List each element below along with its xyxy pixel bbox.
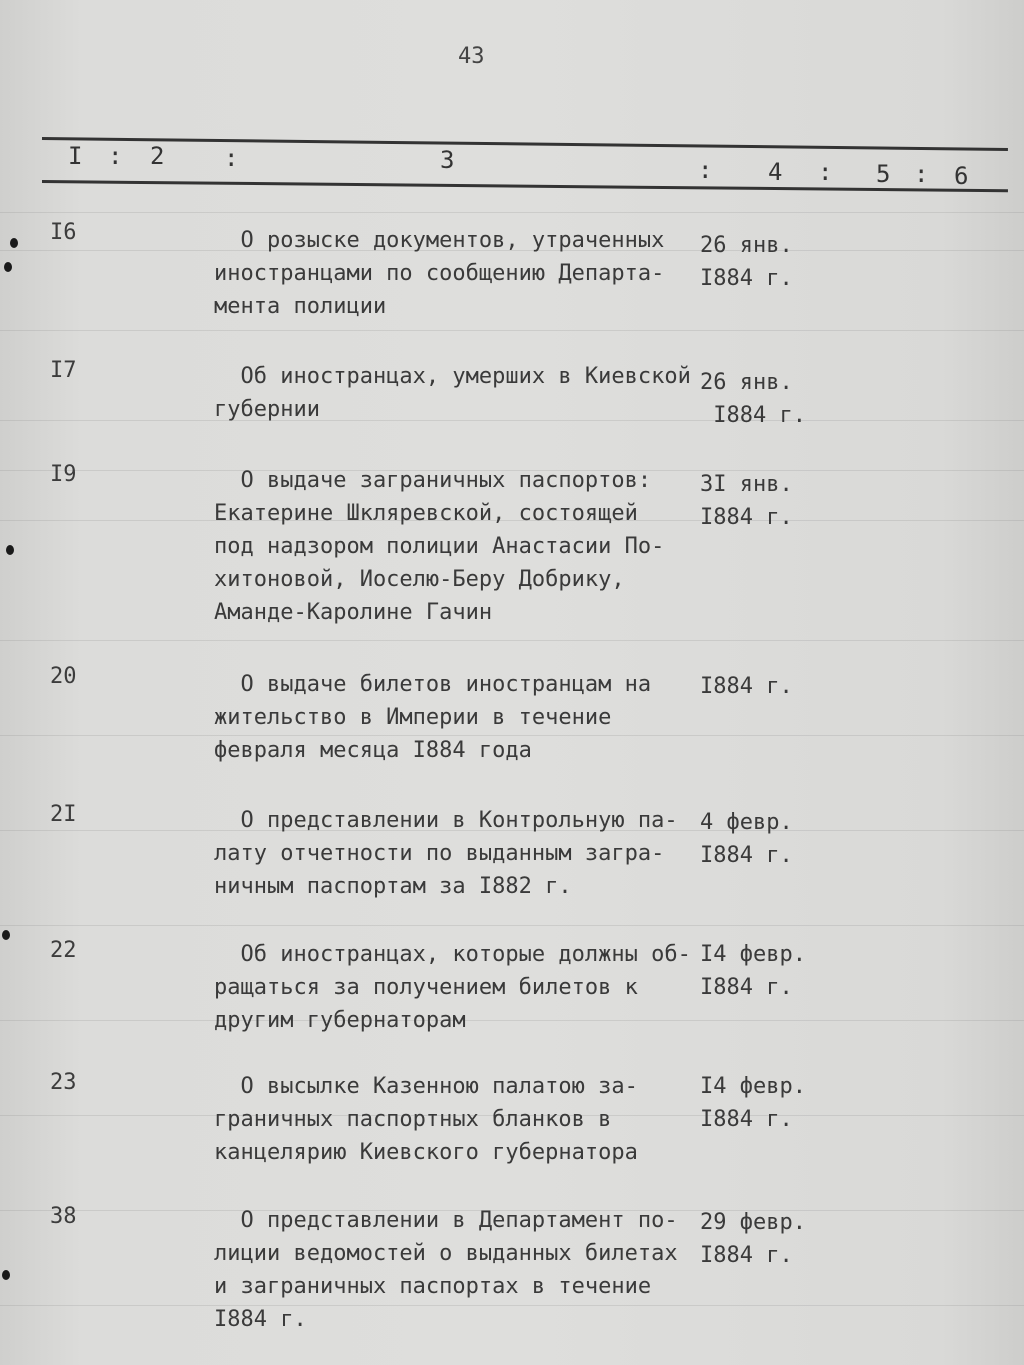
row-number: 38: [50, 1204, 77, 1229]
header-separator: :: [224, 144, 239, 172]
table-header: [0, 140, 1024, 190]
binding-hole: [2, 930, 10, 940]
row-description: О представлении в Контрольную па- лату отчетности по выданным загра- ничным паспортам за I882 г.: [214, 808, 678, 899]
header-separator: :: [108, 142, 123, 170]
row-number: I6: [50, 220, 77, 245]
binding-hole: [10, 238, 18, 248]
row-description: Об иностранцах, умерших в Киевской губернии: [214, 364, 691, 422]
header-col-2: 2: [150, 142, 165, 170]
binding-hole: [4, 262, 12, 272]
row-date: I4 февр. I884 г.: [700, 1074, 806, 1132]
row-number: 2I: [50, 802, 77, 827]
row-date: 26 янв. I884 г.: [700, 370, 806, 428]
paper-line: [0, 330, 1024, 331]
row-number: 23: [50, 1070, 77, 1095]
row-description: О представлении в Департамент по- лиции ведомостей о выданных билетах и заграничных паспортах в течение I884 г.: [214, 1208, 678, 1332]
paper-line: [0, 925, 1024, 926]
header-col-5: 5: [876, 160, 891, 188]
row-description: О выдаче заграничных паспортов: Екатерине Шкляревской, состоящей под надзором полиции Анастасии По- хитоновой, Иоселю-Беру Добрику, Аманде-Каролине Гачин: [214, 468, 665, 625]
binding-hole: [6, 545, 14, 555]
row-number: I9: [50, 462, 77, 487]
header-separator: :: [818, 158, 833, 186]
paper-line: [0, 212, 1024, 213]
header-bottom-rule: [42, 180, 1008, 192]
row-date: I4 февр. I884 г.: [700, 942, 806, 1000]
row-description: Об иностранцах, которые должны об- ращаться за получением билетов к другим губернаторам: [214, 942, 691, 1033]
row-date: 4 февр. I884 г.: [700, 810, 793, 868]
row-description: О выдаче билетов иностранцам на жительство в Империи в течение февраля месяца I884 года: [214, 672, 652, 763]
paper-line: [0, 640, 1024, 641]
row-date: 3I янв. I884 г.: [700, 472, 793, 530]
row-description: О высылке Казенною палатою за- граничных паспортных бланков в канцелярию Киевского губернатора: [214, 1074, 638, 1165]
row-number: 20: [50, 664, 77, 689]
header-separator: :: [698, 156, 713, 184]
row-description: О розыске документов, утраченных иностранцами по сообщению Департа- мента полиции: [214, 228, 665, 319]
header-separator: :: [914, 160, 929, 188]
header-col-1: I: [68, 142, 83, 170]
row-date: I884 г.: [700, 674, 793, 699]
binding-hole: [2, 1270, 10, 1280]
row-number: I7: [50, 358, 77, 383]
header-col-6: 6: [954, 162, 969, 190]
header-col-3: 3: [440, 146, 455, 174]
row-date: 29 февр. I884 г.: [700, 1210, 806, 1268]
page-number: 43: [458, 44, 485, 69]
row-number: 22: [50, 938, 77, 963]
header-col-4: 4: [768, 158, 783, 186]
row-date: 26 янв. I884 г.: [700, 233, 793, 291]
